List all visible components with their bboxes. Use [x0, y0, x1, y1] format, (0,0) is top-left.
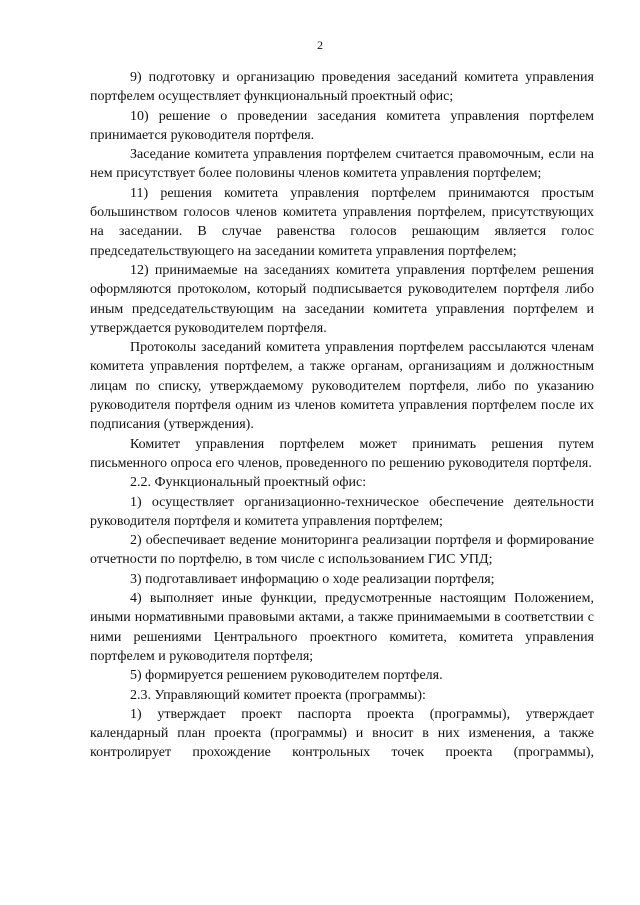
paragraph: 2) обеспечивает ведение мониторинга реализации портфеля и формирование отчетности по портфелю, в том числе с использованием ГИС УПД; — [90, 533, 594, 568]
paragraph: 9) подготовку и организацию проведения заседаний комитета управления портфелем осуществляет функциональный проектный офис; — [90, 70, 594, 105]
paragraph: 11) решения комитета управления портфелем принимаются простым большинством голосов членов комитета управления портфелем, присутствующих на заседании. В случае равенства голосов решающим является голос председательствующего на заседании комитета управления портфелем; — [90, 185, 594, 259]
paragraph: 4) выполняет иные функции, предусмотренные настоящим Положением, иными нормативными правовыми актами, а также принимаемыми в соответствии с ними решениями Центрального проектного комитета, комитета управления портфелем и руководителя портфеля; — [90, 591, 594, 664]
paragraph: Протоколы заседаний комитета управления портфелем рассылаются членам комитета управления портфелем, а также органам, организациям и должностным лицам по списку, утверждаемому руководителем портфеля, либо по указанию руководителя портфеля одним из членов комитета управления портфелем после их подписания (утверждения). — [90, 340, 594, 433]
paragraph: 5) формируется решением руководителем портфеля. — [130, 668, 443, 684]
paragraph: Заседание комитета управления портфелем считается правомочным, если на нем присутствует более половины членов комитета управления портфелем; — [90, 147, 594, 182]
page-number: 2 — [317, 38, 323, 52]
paragraph: 1) утверждает проект паспорта проекта (программы), утверждает календарный план проекта (программы) и вносит в них изменения, а также контролирует прохождение контрольных точек проекта (программы), — [90, 706, 594, 761]
paragraph: 1) осуществляет организационно-техническое обеспечение деятельности руководителя портфеля и комитета управления портфелем; — [90, 494, 594, 529]
document-body — [90, 68, 594, 763]
paragraph: 10) решение о проведении заседания комитета управления портфелем принимается руководителя портфеля. — [90, 108, 594, 143]
paragraph: 3) подготавливает информацию о ходе реализации портфеля; — [130, 571, 495, 587]
paragraph: 12) принимаемые на заседаниях комитета управления портфелем решения оформляются протоколом, который подписывается руководителем портфеля либо иным председательствующим на заседании комитета управления портфелем и утверждается руководителем портфеля. — [90, 262, 594, 336]
section-heading: 2.2. Функциональный проектный офис: — [130, 475, 367, 491]
section-heading: 2.3. Управляющий комитет проекта (программы): — [130, 687, 426, 703]
paragraph: Комитет управления портфелем может принимать решения путем письменного опроса его членов, проведенного по решению руководителя портфеля. — [90, 436, 594, 471]
